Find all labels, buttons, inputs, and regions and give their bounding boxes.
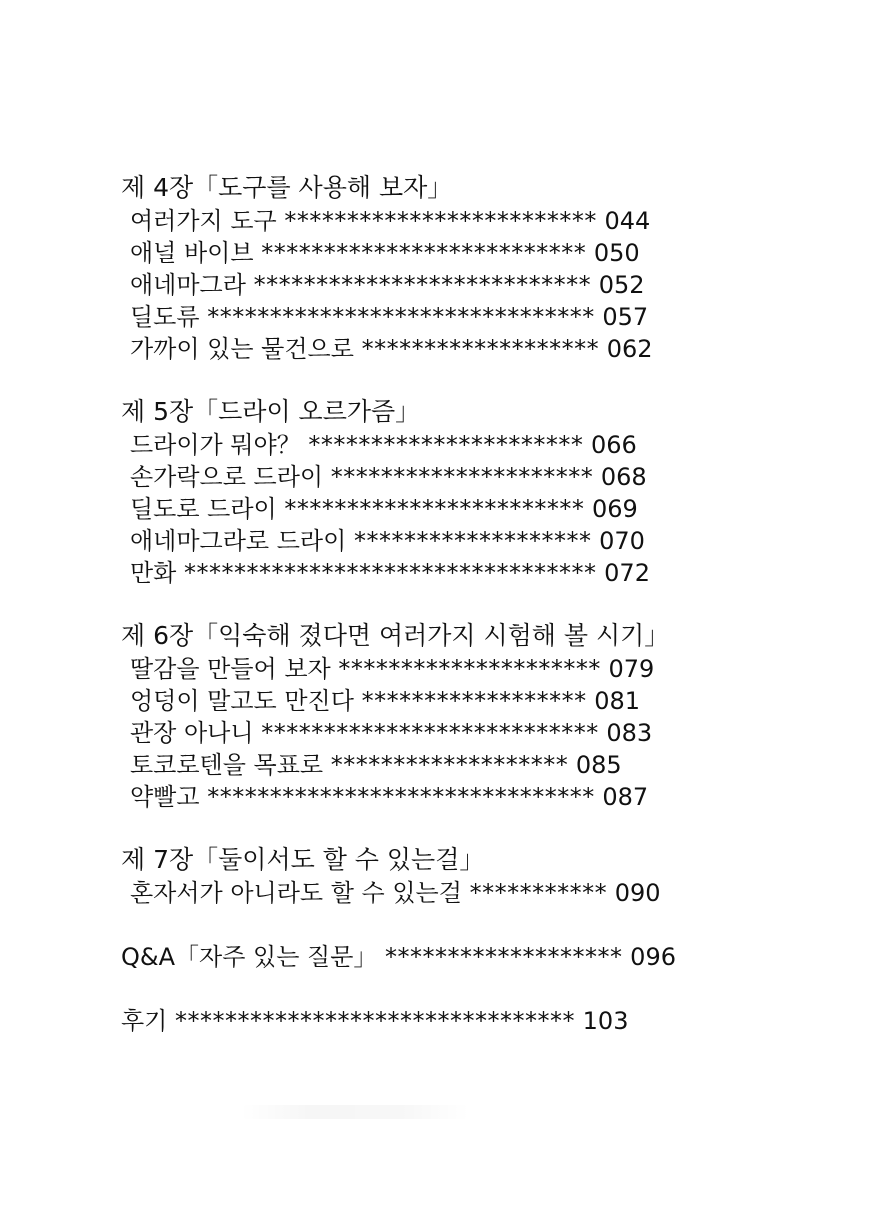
- toc-entry: [130, 301, 648, 333]
- toc-entry: [130, 205, 650, 237]
- toc-leader-dots: *******************************: [207, 303, 595, 331]
- toc-entry-label: 손가락으로 드라이: [130, 463, 324, 491]
- toc-entry: [130, 685, 640, 717]
- toc-leader-dots: ***************************: [253, 271, 592, 299]
- toc-leader-dots: ************************: [284, 495, 585, 523]
- toc-leader-dots: *******************: [361, 335, 600, 363]
- toc-leader-dots: *******************: [385, 943, 623, 971]
- toc-entry-label: 후기: [121, 1007, 168, 1035]
- toc-page-number: 044: [604, 207, 651, 235]
- toc-entry-label: 가까이 있는 물건으로: [130, 335, 354, 363]
- toc-page-number: 066: [591, 431, 637, 459]
- toc-page-number: 103: [582, 1007, 629, 1035]
- toc-entry-label: 관장 아나니: [130, 719, 254, 747]
- toc-page-number: 090: [614, 879, 661, 907]
- toc-page-number: 068: [600, 463, 647, 491]
- chapter-5-title: 제 5장「드라이 오르가즘」: [121, 397, 421, 426]
- toc-entry: [130, 237, 640, 269]
- toc-entry: [130, 269, 645, 301]
- toc-page-number: 062: [606, 335, 653, 363]
- toc-leader-dots: ***************************: [261, 719, 599, 747]
- toc-entry-label: 애네마그라로 드라이: [130, 527, 347, 555]
- toc-page-number: 081: [594, 687, 641, 715]
- toc-entry: [130, 525, 645, 557]
- chapter-7-title: 제 7장「둘이서도 할 수 있는걸」: [121, 845, 485, 874]
- toc-page-number: 050: [593, 239, 640, 267]
- toc-entry: [130, 429, 637, 461]
- toc-leader-dots: **********************: [308, 431, 584, 459]
- chapter-6-title: 제 6장「익숙해 졌다면 여러가지 시험해 볼 시기」: [121, 621, 670, 650]
- toc-entry-label: 딜도로 드라이: [130, 495, 277, 523]
- toc-leader-dots: ******************: [361, 687, 587, 715]
- toc-entry-label: 만화: [130, 559, 177, 587]
- toc-entry: [130, 717, 652, 749]
- toc-page-number: 079: [608, 655, 655, 683]
- toc-entry-label: 드라이가 뭐야？: [130, 431, 301, 459]
- toc-entry: [130, 781, 648, 813]
- toc-entry-label: 약빨고: [130, 783, 200, 811]
- toc-page-number: 085: [575, 751, 622, 779]
- toc-page-number: 052: [598, 271, 645, 299]
- toc-entry-label: Q&A「자주 있는 질문」: [121, 943, 378, 971]
- toc-entry-label: 딜도류: [130, 303, 200, 331]
- toc-leader-dots: ***********: [469, 879, 608, 907]
- toc-entry: [130, 333, 653, 365]
- toc-entry: [130, 461, 647, 493]
- toc-page-number: 070: [599, 527, 645, 555]
- toc-leader-dots: *********************************: [184, 559, 597, 587]
- toc-entry-label: 여러가지 도구: [130, 207, 277, 235]
- toc-leader-dots: *********************: [338, 655, 601, 683]
- toc-entry: [130, 653, 654, 685]
- toc-entry: [130, 749, 622, 781]
- toc-entry-afterword: [121, 1005, 628, 1037]
- toc-leader-dots: *********************: [330, 463, 594, 491]
- toc-leader-dots: *******************: [353, 527, 592, 555]
- toc-entry: [130, 877, 661, 909]
- toc-page-number: 096: [630, 943, 676, 971]
- scan-smudge: [240, 1105, 470, 1119]
- toc-leader-dots: *******************: [330, 751, 569, 779]
- toc-entry-label: 엉덩이 말고도 만진다: [130, 687, 354, 715]
- toc-page-number: 072: [604, 559, 650, 587]
- toc-entry: [130, 557, 650, 589]
- toc-entry: [130, 493, 638, 525]
- toc-entry-label: 애널 바이브: [130, 239, 254, 267]
- toc-entry-label: 토코로텐을 목표로: [130, 751, 324, 779]
- toc-leader-dots: *******************************: [207, 783, 595, 811]
- toc-leader-dots: **************************: [261, 239, 587, 267]
- toc-leader-dots: ********************************: [175, 1007, 576, 1035]
- toc-entry-label: 애네마그라: [130, 271, 246, 299]
- toc-entry-label: 혼자서가 아니라도 할 수 있는걸: [130, 879, 462, 907]
- toc-page-number: 069: [592, 495, 638, 523]
- toc-page-number: 087: [602, 783, 649, 811]
- toc-page-number: 057: [602, 303, 649, 331]
- toc-entry-label: 딸감을 만들어 보자: [130, 655, 331, 683]
- toc-page-number: 083: [606, 719, 653, 747]
- toc-leader-dots: *************************: [284, 207, 597, 235]
- toc-entry-qna: [121, 941, 676, 973]
- chapter-4-title: 제 4장「도구를 사용해 보자」: [121, 173, 453, 202]
